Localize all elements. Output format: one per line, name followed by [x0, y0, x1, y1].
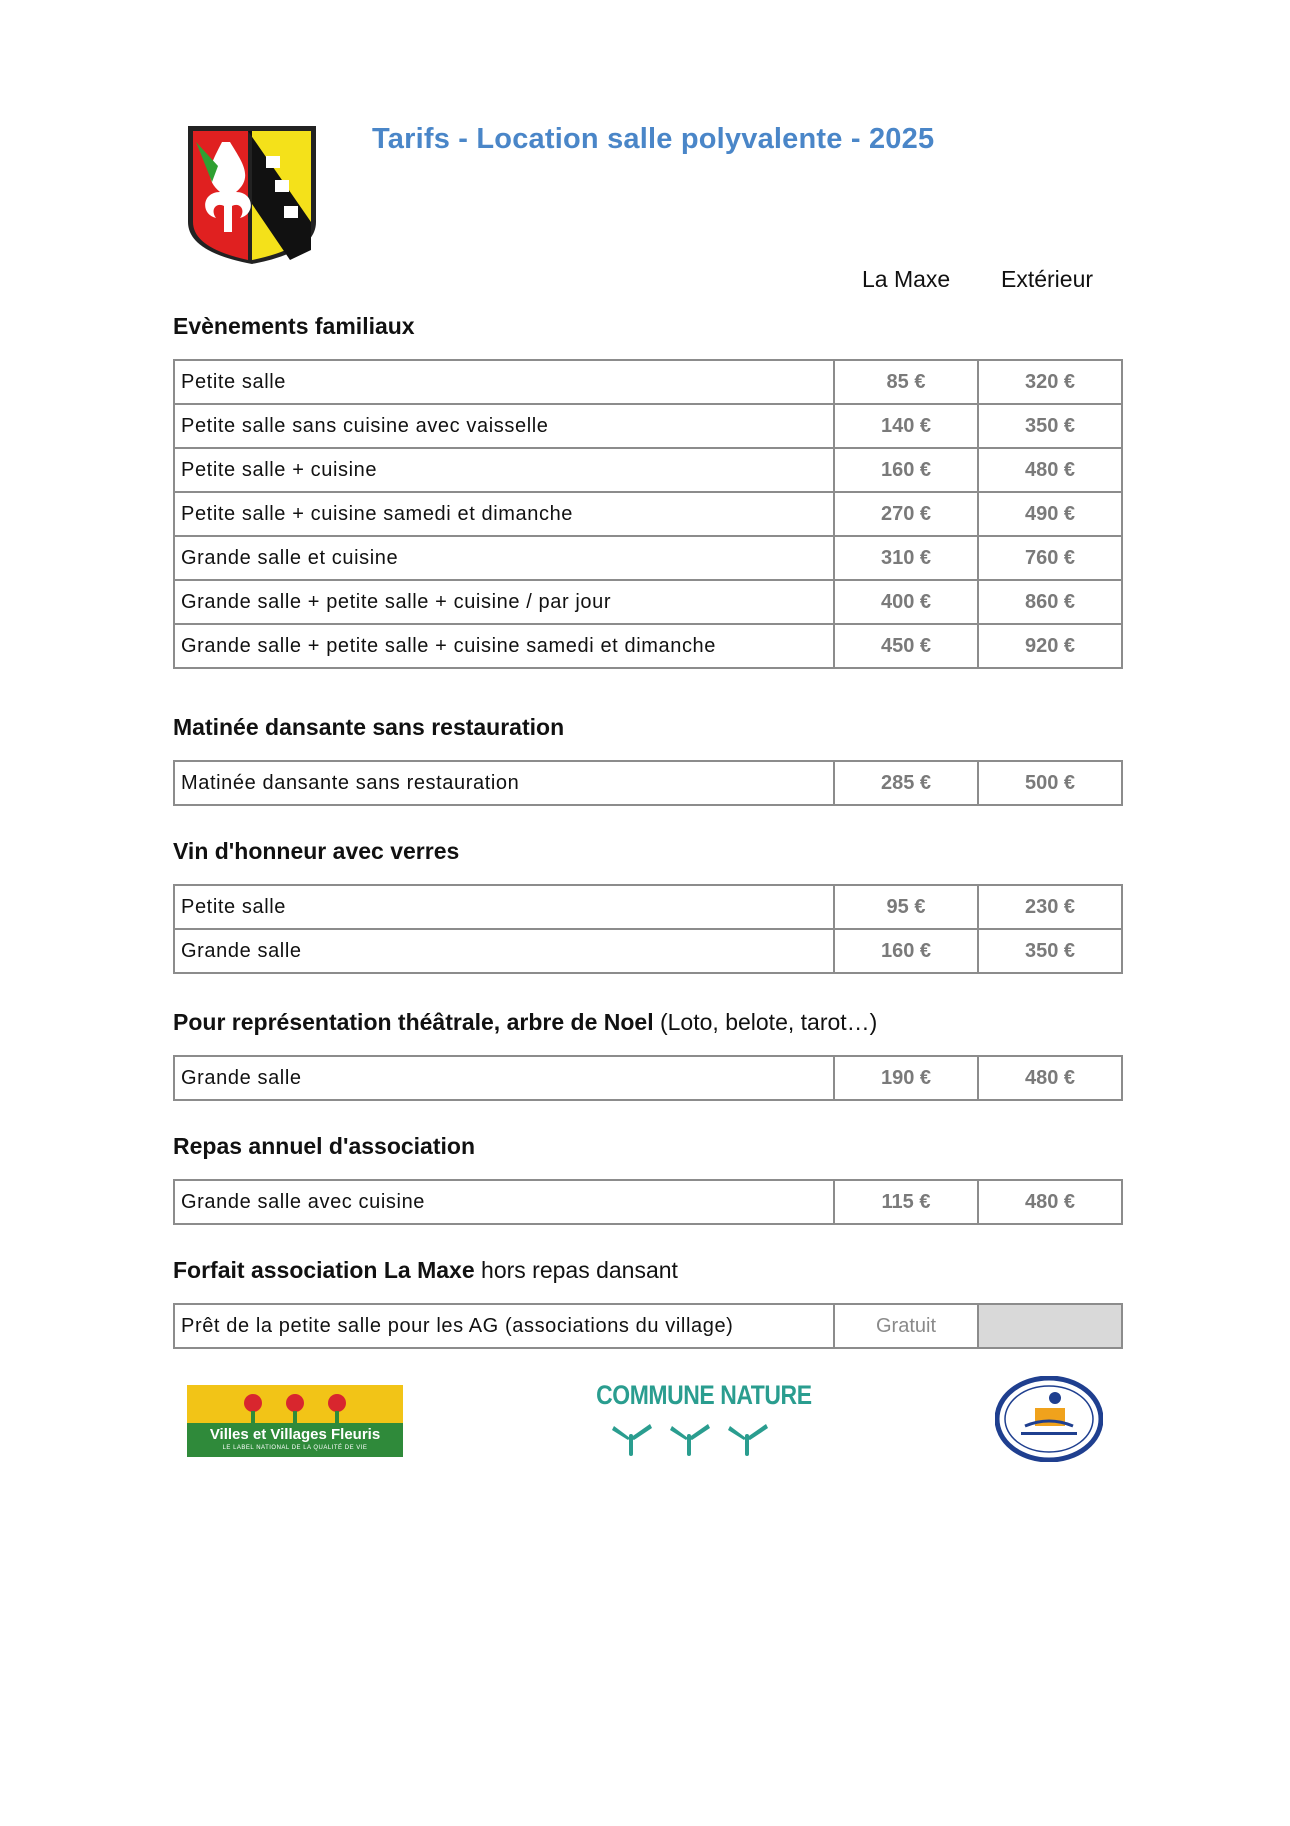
section-heading: Forfait association La Maxe [173, 1257, 475, 1283]
price-la-maxe: 450 € [834, 624, 978, 668]
price-exterieur: 860 € [978, 580, 1122, 624]
table-row [174, 1304, 1122, 1348]
page-title: Tarifs - Location salle polyvalente - 2025 [372, 123, 935, 155]
row-label: Petite salle [174, 885, 834, 929]
price-la-maxe: 115 € [834, 1180, 978, 1224]
section-forfait-association [173, 1257, 1123, 1349]
price-exterieur: 320 € [978, 360, 1122, 404]
price-la-maxe: 160 € [834, 929, 978, 973]
column-header-exterieur: Extérieur [1001, 266, 1094, 292]
table-row [174, 1056, 1122, 1100]
price-exterieur-empty [978, 1304, 1122, 1348]
price-la-maxe: 190 € [834, 1056, 978, 1100]
table-row [174, 929, 1122, 973]
row-label: Petite salle + cuisine [174, 448, 834, 492]
table-row [174, 885, 1122, 929]
price-exterieur: 480 € [978, 1180, 1122, 1224]
price-table [173, 1303, 1123, 1349]
section-heading: Matinée dansante sans restauration [173, 714, 565, 740]
price-la-maxe: 270 € [834, 492, 978, 536]
table-row [174, 448, 1122, 492]
section-heading: Vin d'honneur avec verres [173, 838, 460, 864]
row-label: Petite salle [174, 360, 834, 404]
villes-fleuris-text: Villes et Villages Fleuris [209, 1426, 381, 1443]
price-la-maxe: 95 € [834, 885, 978, 929]
section-evenements-familiaux [173, 313, 1123, 669]
row-label: Grande salle [174, 929, 834, 973]
price-table [173, 1055, 1123, 1101]
price-table [173, 884, 1123, 974]
price-la-maxe: 400 € [834, 580, 978, 624]
section-matinee-dansante [173, 714, 1123, 806]
price-la-maxe: 310 € [834, 536, 978, 580]
section-heading: Repas annuel d'association [173, 1133, 475, 1159]
row-label: Petite salle sans cuisine avec vaisselle [174, 404, 834, 448]
section-representation-theatrale [173, 1009, 1123, 1101]
coat-of-arms-logo [182, 122, 322, 268]
price-exterieur: 230 € [978, 885, 1122, 929]
circular-badge-logo [995, 1376, 1103, 1462]
row-label: Matinée dansante sans restauration [174, 761, 834, 805]
price-exterieur: 500 € [978, 761, 1122, 805]
price-la-maxe: 85 € [834, 360, 978, 404]
row-label: Prêt de la petite salle pour les AG (associations du village) [174, 1304, 834, 1348]
commune-nature-logo [580, 1380, 812, 1460]
section-repas-annuel [173, 1133, 1123, 1225]
villes-fleuris-subtext: LE LABEL NATIONAL DE LA QUALITÉ DE VIE [222, 1445, 368, 1451]
table-row [174, 624, 1122, 668]
section-heading-wrap [173, 1257, 1123, 1293]
table-row [174, 761, 1122, 805]
section-heading: Evènements familiaux [173, 313, 415, 339]
price-table [173, 760, 1123, 806]
price-exterieur: 760 € [978, 536, 1122, 580]
row-label: Grande salle et cuisine [174, 536, 834, 580]
price-la-maxe: 140 € [834, 404, 978, 448]
price-la-maxe: Gratuit [834, 1304, 978, 1348]
price-exterieur: 480 € [978, 448, 1122, 492]
table-row [174, 404, 1122, 448]
column-header-la-maxe: La Maxe [862, 266, 951, 292]
price-exterieur: 490 € [978, 492, 1122, 536]
section-vin-honneur [173, 838, 1123, 974]
section-heading: Pour représentation théâtrale, arbre de Noel [173, 1009, 654, 1035]
table-row [174, 492, 1122, 536]
section-heading-wrap [173, 1009, 1123, 1045]
table-row [174, 536, 1122, 580]
price-exterieur: 480 € [978, 1056, 1122, 1100]
row-label: Petite salle + cuisine samedi et dimanche [174, 492, 834, 536]
table-row [174, 580, 1122, 624]
row-label: Grande salle [174, 1056, 834, 1100]
price-exterieur: 920 € [978, 624, 1122, 668]
price-table [173, 359, 1123, 669]
row-label: Grande salle avec cuisine [174, 1180, 834, 1224]
price-exterieur: 350 € [978, 404, 1122, 448]
villes-villages-fleuris-logo [187, 1385, 403, 1457]
table-row [174, 1180, 1122, 1224]
price-la-maxe: 285 € [834, 761, 978, 805]
commune-nature-text: COMMUNE NATURE [596, 1380, 812, 1410]
price-la-maxe: 160 € [834, 448, 978, 492]
dragonfly-icon [600, 1418, 775, 1458]
section-heading-suffix: hors repas dansant [474, 1257, 678, 1283]
table-row [174, 360, 1122, 404]
section-heading-suffix: (Loto, belote, tarot…) [653, 1009, 878, 1035]
row-label: Grande salle + petite salle + cuisine samedi et dimanche [174, 624, 834, 668]
price-table [173, 1179, 1123, 1225]
price-exterieur: 350 € [978, 929, 1122, 973]
row-label: Grande salle + petite salle + cuisine / par jour [174, 580, 834, 624]
